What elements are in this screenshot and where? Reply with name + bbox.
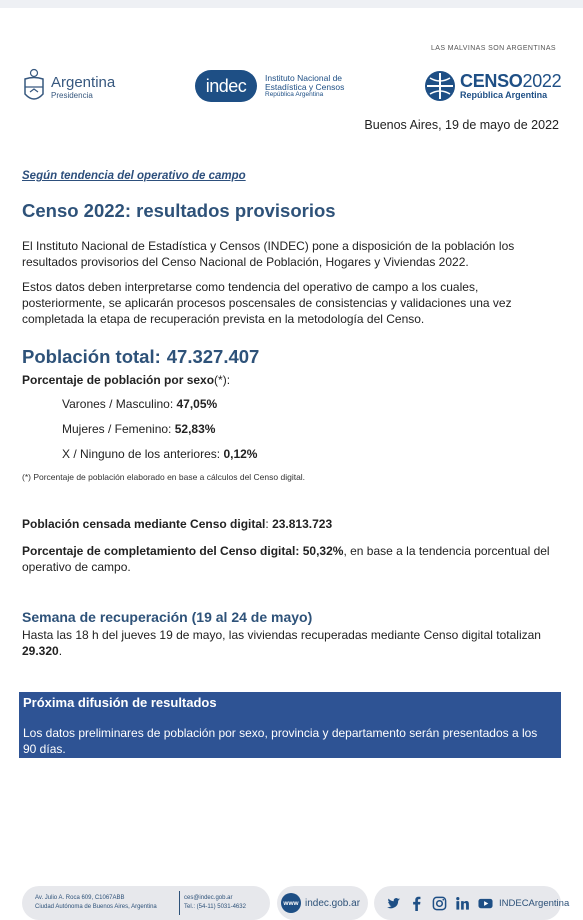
indec-logo-mark: indec: [195, 70, 257, 102]
globe-icon: www: [281, 893, 301, 913]
footer-phone: Tel.: (54-11) 5031-4632: [184, 904, 246, 910]
completion-text: , en base a la tendencia porcentual del operativo de campo.: [22, 544, 550, 574]
recovery-week-text: Hasta las 18 h del jueves 19 de mayo, las viviendas recuperadas mediante Censo digital totalizan: [22, 628, 541, 642]
censo-logo-subtitle: República Argentina: [460, 90, 548, 100]
malvinas-tagline: LAS MALVINAS SON ARGENTINAS: [430, 45, 556, 52]
sex-label: Varones / Masculino:: [62, 397, 177, 411]
digital-census-label: Población censada mediante Censo digital: [22, 517, 266, 531]
linkedin-icon[interactable]: [455, 896, 470, 911]
indec-logo: [195, 70, 344, 102]
sex-percentage-list: [62, 396, 257, 471]
footer-social: [374, 886, 570, 920]
completion-value: 50,32%: [302, 544, 344, 558]
sex-percentage-heading: [22, 373, 230, 387]
recovery-week-heading: Semana de recuperación (19 al 24 de mayo): [22, 609, 313, 625]
indec-logo-line2: Estadística y Censos: [265, 81, 345, 92]
digital-census-separator: :: [265, 517, 273, 531]
argentina-presidencia-logo: [22, 67, 115, 107]
footer-divider: [179, 891, 180, 915]
social-handle[interactable]: INDECArgentina: [499, 897, 570, 909]
twitter-icon[interactable]: [386, 896, 401, 911]
list-item: [62, 396, 257, 421]
argentina-shield-icon: [22, 68, 46, 106]
digital-census-value: 23.813.723: [272, 517, 333, 531]
footnote: (*) Porcentaje de población elaborado en base a cálculos del Censo digital.: [22, 472, 306, 482]
document-date: Buenos Aires, 19 de mayo de 2022: [364, 118, 559, 132]
argentina-logo-title: Argentina: [51, 73, 116, 91]
total-population-value: 47.327.407: [166, 346, 260, 367]
next-release-box: [19, 692, 561, 758]
footer-email[interactable]: ces@indec.gob.ar: [184, 895, 233, 901]
completion-label: Porcentaje de completamiento del Censo digital:: [22, 544, 303, 558]
sex-label: X / Ninguno de los anteriores:: [62, 447, 224, 461]
page-title: Censo 2022: resultados provisorios: [22, 200, 336, 221]
sex-value: 0,12%: [223, 447, 258, 461]
indec-logo-line3: República Argentina: [265, 90, 324, 98]
digital-completion-paragraph: [22, 543, 562, 575]
recovery-week-end: .: [58, 644, 63, 658]
sex-value: 52,83%: [174, 422, 216, 436]
footer-contact: [22, 886, 270, 920]
recovery-week-paragraph: [22, 627, 562, 659]
list-item: [62, 421, 257, 446]
sex-label: Mujeres / Femenino:: [62, 422, 175, 436]
footer-address-line1: Av. Julio A. Roca 609, C1067ABB: [35, 895, 125, 901]
youtube-icon[interactable]: [478, 896, 493, 911]
total-population-label: Población total:: [22, 346, 161, 367]
section-eyebrow: Según tendencia del operativo de campo: [22, 170, 246, 182]
intro-paragraph: El Instituto Nacional de Estadística y Censos (INDEC) pone a disposición de la población los resultados provisorios del Censo Nacional de Población, Hogares y Viviendas 2022.: [22, 239, 515, 269]
sex-percentage-mark: (*):: [214, 373, 231, 387]
footer-website-link[interactable]: [277, 886, 368, 920]
facebook-icon[interactable]: [409, 896, 424, 911]
footer-website-text[interactable]: indec.gob.ar: [305, 897, 361, 909]
instagram-icon[interactable]: [432, 896, 447, 911]
footer-address-line2: Ciudad Autónoma de Buenos Aires, Argentina: [35, 904, 157, 910]
recovery-week-value: 29.320: [22, 644, 59, 658]
censo-logo-year: 2022: [522, 71, 562, 91]
list-item: [62, 446, 257, 471]
sex-value: 47,05%: [176, 397, 218, 411]
argentina-logo-subtitle: Presidencia: [51, 90, 93, 100]
digital-census-population: [22, 517, 332, 531]
sex-percentage-label: Porcentaje de población por sexo: [22, 373, 215, 387]
top-strip: [0, 0, 583, 8]
censo-2022-logo: [424, 70, 561, 102]
indec-logo-line1: Instituto Nacional de: [265, 72, 343, 83]
total-population: [22, 346, 259, 368]
methodology-paragraph: Estos datos deben interpretarse como tendencia del operativo de campo a los cuales, posteriormente, se aplicarán procesos poscensales de consistencias y validaciones una vez completada la etapa de recuperación prevista en la metodología del Censo.: [22, 280, 512, 326]
next-release-text: Los datos preliminares de población por sexo, provincia y departamento serán presentados a los 90 días.: [23, 726, 538, 756]
censo-emblem-icon: [424, 70, 456, 102]
next-release-title: Próxima difusión de resultados: [23, 695, 217, 710]
censo-logo-word: CENSO: [460, 71, 523, 91]
